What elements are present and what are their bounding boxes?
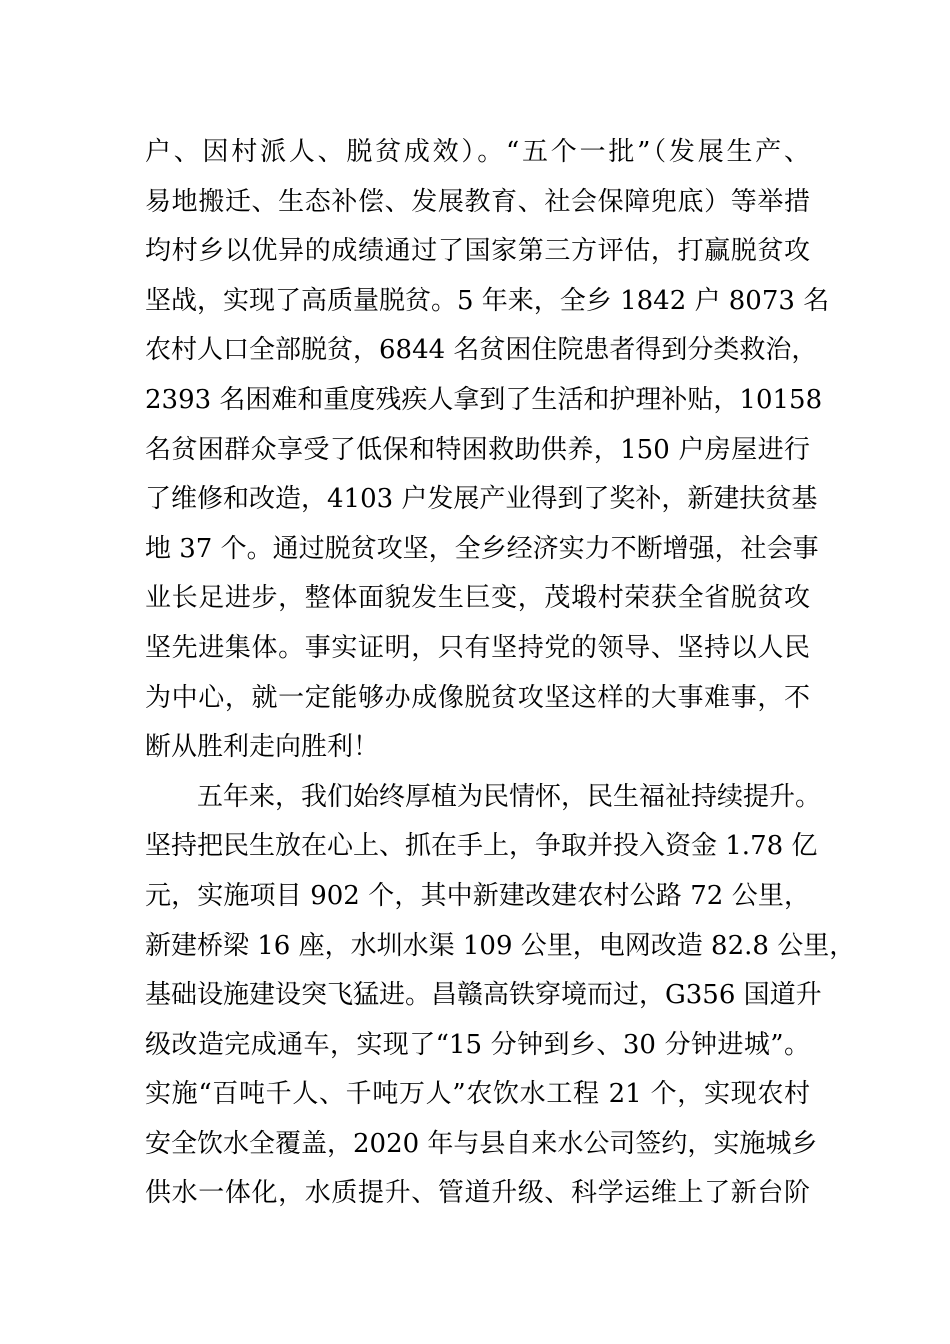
text-line: 为中心，就一定能够办成像脱贫攻坚这样的大事难事，不 [145,682,810,713]
text-line: 断从胜利走向胜利！ [145,732,380,763]
text-line: 坚战，实现了高质量脱贫。5 年来，全乡 1842 户 8073 名 [145,285,830,316]
text-line: 均村乡以优异的成绩通过了国家第三方评估，打赢脱贫攻 [145,236,810,267]
text-line: 坚先进集体。事实证明，只有坚持党的领导、坚持以人民 [145,632,810,663]
text-line: 坚持把民生放在心上、抓在手上，争取并投入资金 1.78 亿 [145,831,818,862]
text-line: 基础设施建设突飞猛进。昌赣高铁穿境而过，G356 国道升 [145,980,822,1011]
text-line: 名贫困群众享受了低保和特困救助供养，150 户房屋进行 [145,434,810,465]
text-line: 新建桥梁 16 座，水圳水渠 109 公里，电网改造 82.8 公里， [145,930,856,961]
text-line: 供水一体化，水质提升、管道升级、科学运维上了新台阶 [145,1178,810,1209]
paragraph-poverty-alleviation [145,128,830,773]
text-line: 户、因村派人、脱贫成效）。“五个一批”（发展生产、 [145,137,810,167]
text-line: 业长足进步，整体面貌发生巨变，茂塅村荣获全省脱贫攻 [145,583,810,614]
text-line: 了维修和改造，4103 户发展产业得到了奖补，新建扶贫基 [145,484,818,515]
paragraph-livelihood [145,773,856,1219]
text-line: 实施“百吨千人、千吨万人”农饮水工程 21 个，实现农村 [145,1079,810,1110]
text-line: 安全饮水全覆盖，2020 年与县自来水公司签约，实施城乡 [145,1128,818,1159]
document-body [145,128,856,1219]
text-line: 地 37 个。通过脱贫攻坚，全乡经济实力不断增强，社会事 [145,533,819,564]
text-line: 2393 名困难和重度残疾人拿到了生活和护理补贴，10158 [145,384,823,415]
text-line: 农村人口全部脱贫，6844 名贫困住院患者得到分类救治， [145,335,818,366]
text-line: 五年来，我们始终厚植为民情怀，民生福祉持续提升。 [197,781,822,812]
text-line: 易地搬迁、生态补偿、发展教育、社会保障兜底）等举措 [145,186,810,217]
text-line: 级改造完成通车，实现了“15 分钟到乡、30 分钟进城”。 [145,1029,810,1060]
text-line: 元，实施项目 902 个，其中新建改建农村公路 72 公里， [145,880,810,911]
